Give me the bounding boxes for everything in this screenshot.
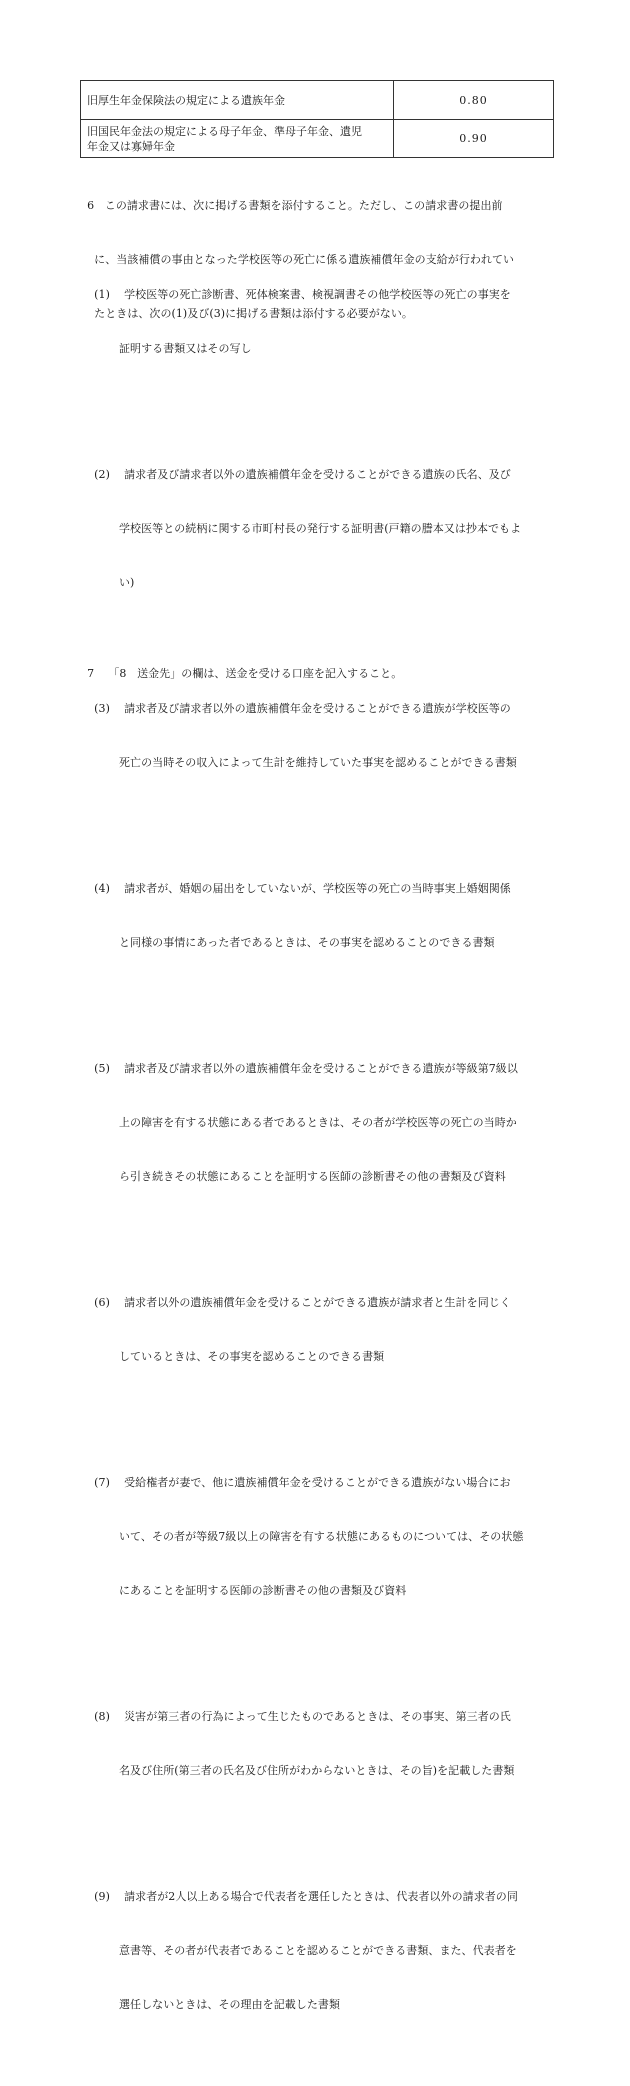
list-item: (3) 請求者及び請求者以外の遺族補償年金を受けることができる遺族が学校医等の 死亡の当時その収入によって生計を維持していた事実を認めることができる書類 — [80, 702, 517, 769]
list-item: (2) 請求者及び請求者以外の遺族補償年金を受けることができる遺族の氏名、及び 学校医等との続柄に関する市町村長の発行する証明書(戸籍の謄本又は抄本でもよ い) — [80, 468, 522, 589]
note-7: 7 「8 送金先」の欄は、送金を受ける口座を記入すること。 — [80, 667, 403, 680]
list-item: (5) 請求者及び請求者以外の遺族補償年金を受けることができる遺族が等級第7級以 上の障害を有する状態にある者であるときは、その者が学校医等の死亡の当時か ら引き続きその状態にあることを証明する医師の診断書その他の書類及び資料 — [80, 1062, 518, 1183]
list-item: (8) 災害が第三者の行為によって生じたものであるときは、その事実、第三者の氏 名及び住所(第三者の氏名及び住所がわからないときは、その旨)を記載した書類 — [80, 1710, 515, 1777]
list-item: (1) 学校医等の死亡診断書、死体検案書、検視調書その他学校医等の死亡の事実を 証明する書類又はその写し — [80, 288, 511, 355]
table-cell-label: 旧国民年金法の規定による母子年金、準母子年金、遺児 年金又は寡婦年金 — [81, 120, 394, 158]
table-row — [81, 120, 554, 158]
table-row — [81, 81, 554, 120]
list-item: (4) 請求者が、婚姻の届出をしていないが、学校医等の死亡の当時事実上婚姻関係 と同様の事情にあった者であるときは、その事実を認めることのできる書類 — [80, 882, 511, 949]
list-item: (7) 受給権者が妻で、他に遺族補償年金を受けることができる遺族がない場合にお いて、その者が等級7級以上の障害を有する状態にあるものについては、その状態 にあることを証明する医師の診断書その他の書類及び資料 — [80, 1476, 524, 1597]
table-cell-value: 0.80 — [394, 81, 554, 120]
table-cell-label: 旧厚生年金保険法の規定による遺族年金 — [81, 81, 394, 120]
note-6: 6 この請求書には、次に掲げる書類を添付すること。ただし、この請求書の提出前 に、当該補償の事由となった学校医等の死亡に係る遺族補償年金の支給が行われてい たときは、次の(1)及び(3)に掲げる書類は添付する必要がない。 — [80, 199, 515, 320]
rate-table — [80, 80, 554, 158]
table-cell-value: 0.90 — [394, 120, 554, 158]
list-item: (6) 請求者以外の遺族補償年金を受けることができる遺族が請求者と生計を同じく しているときは、その事実を認めることのできる書類 — [80, 1296, 511, 1363]
list-item: (9) 請求者が2人以上ある場合で代表者を選任したときは、代表者以外の請求者の同 意書等、その者が代表者であることを認めることができる書類、また、代表者を 選任しないときは、その理由を記載した書類 — [80, 1890, 518, 2011]
attachment-list — [80, 214, 558, 2086]
